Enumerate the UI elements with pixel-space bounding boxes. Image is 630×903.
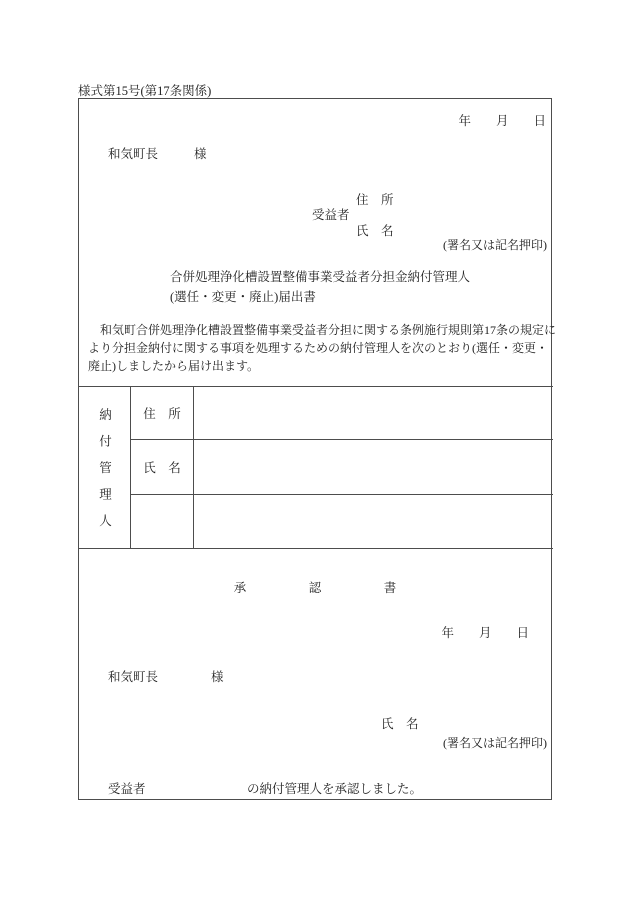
- table-row: [131, 495, 553, 548]
- notification-addressee: 和気町長: [108, 147, 159, 161]
- manager-table-row-header-cell: [79, 387, 131, 548]
- manager-address-value-cell: [194, 387, 553, 439]
- approval-statement-beneficiary-label: 受益者: [108, 782, 146, 796]
- form-title: [170, 267, 470, 307]
- form-border-box: [78, 98, 557, 800]
- beneficiary-group-label: 受益者: [312, 208, 350, 222]
- manager-table-rows: [131, 387, 553, 548]
- manager-extra-label-cell: [131, 495, 194, 548]
- notification-addressee-honorific: 様: [194, 147, 207, 161]
- form-title-line1: 合併処理浄化槽設置整備事業受益者分担金納付管理人: [170, 270, 471, 284]
- body-paragraph-line3: 廃止)しましたから届け出ます。: [88, 359, 260, 373]
- form-number-label: 様式第15号(第17条関係): [78, 84, 212, 98]
- notification-date-line: 年 月 日: [458, 114, 546, 128]
- form-title-line2: (選任・変更・廃止)届出書: [170, 290, 316, 304]
- approval-title: 承 認 書: [233, 581, 397, 595]
- body-paragraph-line1: 和気町合併処理浄化槽設置整備事業受益者分担に関する条例施行規則第17条の規定に: [88, 323, 557, 337]
- approval-addressee-honorific: 様: [211, 670, 224, 684]
- approval-name-label: 氏 名: [381, 717, 419, 731]
- beneficiary-seal-note: (署名又は記名押印): [443, 238, 547, 252]
- table-row: [131, 387, 553, 440]
- manager-name-value-cell: [194, 440, 553, 494]
- beneficiary-address-label: 住 所: [356, 193, 394, 207]
- manager-extra-value-cell: [194, 495, 553, 548]
- manager-address-label: 住 所: [131, 387, 194, 439]
- beneficiary-name-label: 氏 名: [356, 224, 394, 238]
- approval-date-line: 年 月 日: [441, 626, 529, 640]
- approval-statement-text: の納付管理人を承認しました。: [247, 782, 423, 796]
- manager-table: [79, 386, 553, 549]
- manager-table-row-header-vertical-text: 納付管理人: [97, 408, 112, 541]
- table-row: [131, 440, 553, 495]
- manager-name-label: 氏 名: [131, 440, 194, 494]
- body-paragraph-line2: より分担金納付に関する事項を処理するための納付管理人を次のとおり(選任・変更・: [88, 341, 548, 355]
- body-paragraph: [88, 321, 556, 375]
- approval-addressee: 和気町長: [108, 670, 159, 684]
- approval-seal-note: (署名又は記名押印): [443, 736, 547, 750]
